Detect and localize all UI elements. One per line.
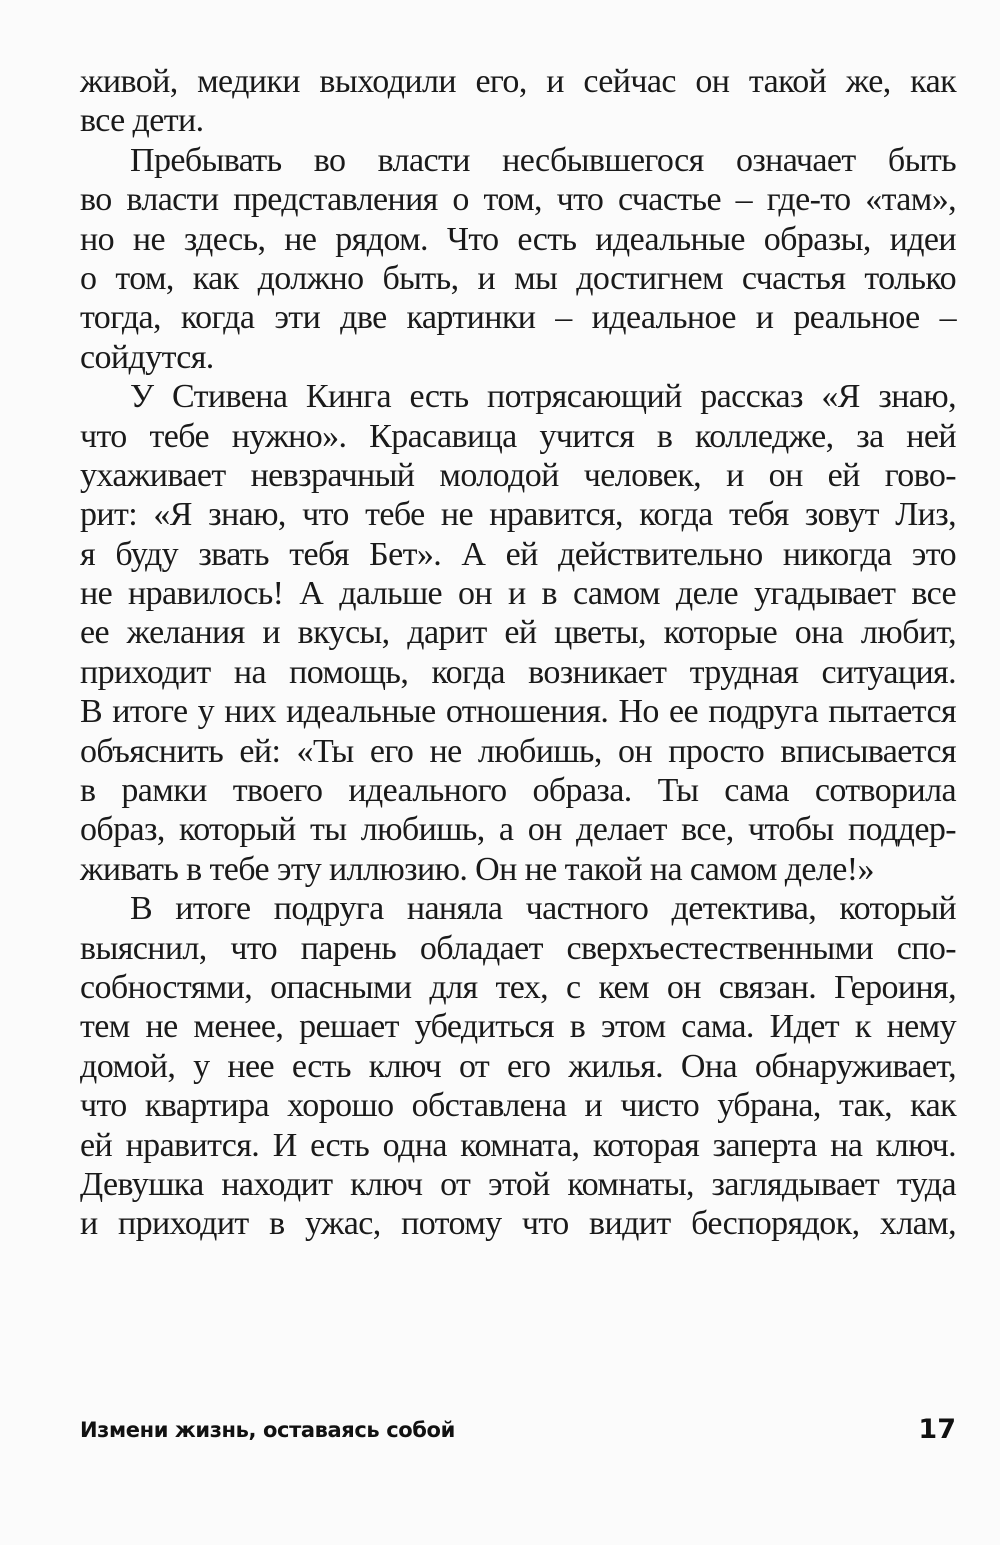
- text-line: но не здесь, не рядом. Что есть идеальные образы, идеи: [80, 220, 956, 258]
- text-line: тем не менее, решает убедиться в этом сама. Идет к нему: [80, 1008, 956, 1046]
- text-line: сойдутся.: [80, 338, 214, 376]
- text-line: живать в тебе эту иллюзию. Он не такой на самом деле!»: [80, 850, 874, 888]
- text-line: собностями, опасными для тех, с кем он связан. Героиня,: [80, 968, 956, 1006]
- text-line: не нравилось! А дальше он и в самом деле угадывает все: [80, 575, 956, 613]
- text-line: объяснить ей: «Ты его не любишь, он просто вписывается: [80, 732, 956, 770]
- page-number: 17: [918, 1414, 956, 1445]
- running-footer-title: Измени жизнь, оставаясь собой: [80, 1418, 455, 1442]
- text-line: во власти представления о том, что счастье – где-то «там»,: [80, 181, 956, 219]
- text-line: В итоге подруга наняла частного детектива, который: [130, 890, 956, 928]
- text-line: приходит на помощь, когда возникает трудная ситуация.: [80, 653, 956, 691]
- text-line: В итоге у них идеальные отношения. Но ее подруга пытается: [80, 693, 956, 731]
- page-body: [80, 62, 956, 1244]
- text-line: ее желания и вкусы, дарит ей цветы, которые она любит,: [80, 614, 956, 652]
- text-line: в рамки твоего идеального образа. Ты сама сотворила: [80, 772, 956, 810]
- text-line: я буду звать тебя Бет». А ей действительно никогда это: [80, 535, 956, 573]
- page-footer: [80, 1414, 956, 1454]
- text-line: все дети.: [80, 102, 204, 140]
- text-line: что тебе нужно». Красавица учится в колледже, за ней: [80, 417, 956, 455]
- text-line: рит: «Я знаю, что тебе не нравится, когда тебя зовут Лиз,: [80, 496, 956, 534]
- text-line: У Стивена Кинга есть потрясающий рассказ «Я знаю,: [130, 378, 956, 416]
- text-line: ухаживает невзрачный молодой человек, и он ей гово-: [80, 456, 956, 494]
- text-line: живой, медики выходили его, и сейчас он такой же, как: [80, 63, 956, 100]
- text-line: тогда, когда эти две картинки – идеальное и реальное –: [80, 299, 956, 337]
- text-line: образ, который ты любишь, а он делает все, чтобы поддер-: [80, 811, 956, 849]
- text-line: Пребывать во власти несбывшегося означает быть: [130, 141, 956, 179]
- text-line: что квартира хорошо обставлена и чисто убрана, так, как: [80, 1087, 956, 1125]
- text-line: о том, как должно быть, и мы достигнем счастья только: [80, 259, 956, 297]
- text-line: и приходит в ужас, потому что видит беспорядок, хлам,: [80, 1205, 956, 1243]
- text-line: домой, у нее есть ключ от его жилья. Она обнаруживает,: [80, 1047, 956, 1085]
- text-line: ей нравится. И есть одна комната, которая заперта на ключ.: [80, 1126, 956, 1164]
- text-line: выяснил, что парень обладает сверхъестественными спо-: [80, 929, 956, 967]
- text-line: Девушка находит ключ от этой комнаты, заглядывает туда: [80, 1165, 956, 1203]
